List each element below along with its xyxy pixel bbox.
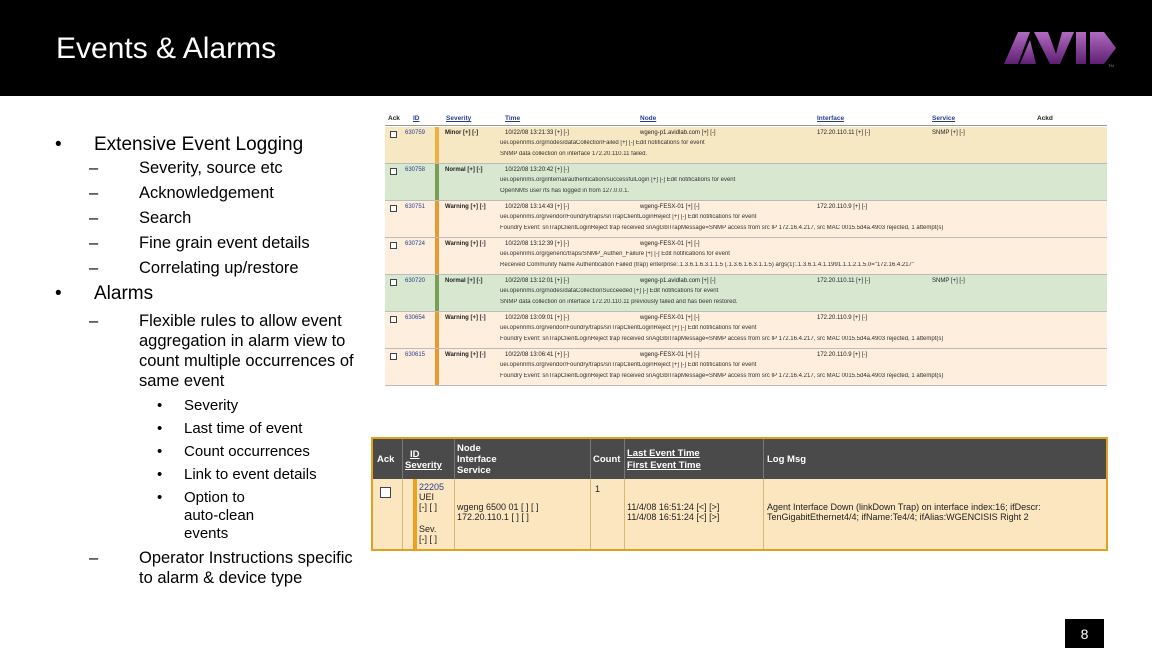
event-id[interactable]: 630724: [405, 241, 426, 247]
event-severity[interactable]: Normal [+] [-]: [445, 167, 483, 173]
sub-bullet-last-time: • Last time of event: [157, 420, 303, 437]
alarm-count: 1: [595, 484, 601, 494]
col-id[interactable]: ID: [413, 115, 420, 122]
event-row: [385, 312, 1107, 349]
event-severity[interactable]: Warning [+] [-]: [445, 241, 486, 247]
event-description: Foundry Event: snTrapClientLoginReject trap received snAgGblTrapMessage=SNMP access from src IP 172.16.4.217, src MAC 0015.5d4a.4903 rejected, 1 attempt(s): [500, 336, 944, 342]
event-service[interactable]: SNMP [+] [-]: [932, 278, 965, 284]
event-description: Received Community Name Authentication Failed (trap) enterprise:.1.3.6.1.6.3.1.1.5 (.1.3.6.1.6.3.1.1.5) args(1):.1.3.6.1.4.1.1991.1.1.2.1.5.0="172.16.4.217": [500, 262, 915, 268]
event-uei[interactable]: uei.opennms.org/internal/authentication/successfulLogin [+] [-] Edit notifications for event: [500, 177, 736, 183]
alarm-last-time[interactable]: 11/4/08 16:51:24 [<] [>]: [627, 502, 720, 512]
alarm-col-count-cell: [591, 439, 625, 479]
event-row: [385, 164, 1107, 201]
events-table-header: [385, 112, 1107, 126]
sub-bullet-auto-clean: • Option to auto-clean events: [157, 489, 255, 542]
event-interface[interactable]: 172.20.110.9 [+] [-]: [817, 204, 868, 210]
event-node[interactable]: wgeng-p1.avidlab.com [+] [-]: [640, 278, 716, 284]
events-table: [385, 112, 1107, 397]
alarm-col-service: Service: [457, 465, 491, 476]
col-ackd: Ackd: [1037, 115, 1053, 122]
alarm-col-log: Log Msg: [767, 454, 807, 465]
col-time[interactable]: Time: [505, 115, 521, 122]
event-uei[interactable]: uei.opennms.org/vendor/Foundry/traps/snTrapClientLoginReject [+] [-] Edit notifications for event: [500, 214, 757, 220]
alarm-col-node: Node: [457, 443, 481, 454]
event-ack-checkbox[interactable]: [390, 168, 397, 175]
event-row: [385, 349, 1107, 386]
alarm-col-last-time[interactable]: Last Event Time: [627, 448, 700, 459]
sub-bullet-link: • Link to event details: [157, 466, 317, 483]
alarm-log-line2: TenGigabitEthernet4/4; ifName:Te4/4; ifAlias:WGENCISIS Right 2: [767, 512, 1029, 522]
event-node[interactable]: wgeng-p1.avidlab.com [+] [-]: [640, 130, 716, 136]
alarm-uei: UEI: [419, 492, 435, 502]
alarm-sev: Sev.: [419, 524, 437, 534]
event-severity-bar: [435, 349, 439, 385]
event-severity[interactable]: Minor [+] [-]: [445, 130, 479, 136]
bullet-alarms: • Alarms: [55, 283, 154, 304]
event-ack-checkbox[interactable]: [390, 131, 397, 138]
event-severity[interactable]: Normal [+] [-]: [445, 278, 483, 284]
alarm-log-cell: [764, 479, 1106, 549]
event-service[interactable]: SNMP [+] [-]: [932, 130, 965, 136]
alarm-count-cell: [591, 479, 625, 549]
event-severity[interactable]: Warning [+] [-]: [445, 315, 486, 321]
alarm-id[interactable]: 22205: [419, 482, 445, 492]
event-severity[interactable]: Warning [+] [-]: [445, 352, 486, 358]
bullet-list: [55, 130, 375, 588]
alarm-col-node-cell: [455, 439, 591, 479]
event-time[interactable]: 10/22/08 13:14:43 [+] [-]: [505, 204, 569, 210]
alarm-first-time[interactable]: 11/4/08 16:51:24 [<] [>]: [627, 512, 720, 522]
alarm-time-cell: [625, 479, 764, 549]
event-ack-checkbox[interactable]: [390, 242, 397, 249]
event-severity-bar: [435, 312, 439, 348]
event-time[interactable]: 10/22/08 13:20:42 [+] [-]: [505, 167, 569, 173]
alarm-col-ack: Ack: [377, 454, 395, 465]
event-node[interactable]: wgeng-FESX-01 [+] [-]: [640, 315, 700, 321]
bullet-severity: – Severity, source etc: [89, 159, 283, 177]
bullet-correlating: – Correlating up/restore: [89, 259, 299, 277]
col-node[interactable]: Node: [640, 115, 657, 122]
alarm-ack-checkbox[interactable]: [380, 487, 391, 498]
event-id[interactable]: 630615: [405, 352, 426, 358]
alarm-table: [371, 437, 1108, 551]
alarm-node[interactable]: wgeng 6500 01 [ ] [ ]: [457, 502, 539, 512]
event-description: SNMP data collection on interface 172.20.110.11 failed.: [500, 151, 648, 157]
event-severity-bar: [435, 275, 439, 311]
event-uei[interactable]: uei.opennms.org/nodes/dataCollectionSucceeded [+] [-] Edit notifications for event: [500, 288, 719, 294]
alarm-col-log-cell: [764, 439, 1106, 479]
event-severity-bar: [435, 238, 439, 274]
event-ack-checkbox[interactable]: [390, 353, 397, 360]
event-uei[interactable]: uei.opennms.org/vendor/Foundry/traps/snTrapClientLoginReject [+] [-] Edit notifications for event: [500, 362, 757, 368]
bullet-details: – Fine grain event details: [89, 234, 310, 252]
event-severity[interactable]: Warning [+] [-]: [445, 204, 486, 210]
alarm-interface[interactable]: 172.20.110.1 [ ] [ ]: [457, 512, 529, 522]
event-uei[interactable]: uei.opennms.org/nodes/dataCollectionFailed [+] [-] Edit notifications for event: [500, 140, 705, 146]
alarm-col-count: Count: [593, 454, 621, 465]
bullet-operator: – Operator Instructions specific to alarm & device type: [89, 549, 353, 587]
sub-bullet-severity: • Severity: [157, 397, 239, 414]
alarm-col-severity[interactable]: Severity: [405, 460, 442, 471]
bullet-logging: • Extensive Event Logging: [55, 134, 304, 155]
event-time[interactable]: 10/22/08 13:09:01 [+] [-]: [505, 315, 569, 321]
event-id[interactable]: 630751: [405, 204, 426, 210]
alarm-node-cell: [455, 479, 591, 549]
slide-header: [0, 0, 1152, 96]
event-id[interactable]: 630759: [405, 130, 426, 136]
event-ack-checkbox[interactable]: [390, 205, 397, 212]
event-ack-checkbox[interactable]: [390, 316, 397, 323]
alarm-col-id-cell: [403, 439, 455, 479]
event-time[interactable]: 10/22/08 13:12:01 [+] [-]: [505, 278, 569, 284]
alarm-col-time-cell: [625, 439, 764, 479]
event-description: OpenNMS user rts has logged in from 127.0.0.1.: [500, 188, 630, 194]
alarm-table-header: [373, 439, 1106, 479]
event-severity-bar: [435, 201, 439, 237]
alarm-col-ack-cell: [373, 439, 403, 479]
event-description: SNMP data collection on interface 172.20.110.11 previously failed and has been restored.: [500, 299, 738, 305]
page-number: 8: [1065, 619, 1104, 648]
alarm-ack-cell: [373, 479, 403, 549]
bullet-ack: – Acknowledgement: [89, 184, 274, 202]
logo-tm: TM: [1108, 63, 1114, 68]
alarm-id-cell: [403, 479, 455, 549]
event-uei[interactable]: uei.opennms.org/vendor/Foundry/traps/snTrapClientLoginReject [+] [-] Edit notifications for event: [500, 325, 757, 331]
event-id[interactable]: 630720: [405, 278, 426, 284]
event-description: Foundry Event: snTrapClientLoginReject trap received snAgGblTrapMessage=SNMP access from src IP 172.16.4.217, src MAC 0015.5d4a.4903 rejected, 1 attempt(s): [500, 225, 944, 231]
event-row: [385, 238, 1107, 275]
sub-bullet-count: • Count occurrences: [157, 443, 310, 460]
event-time[interactable]: 10/22/08 13:12:39 [+] [-]: [505, 241, 569, 247]
col-ack: Ack: [388, 115, 400, 122]
slide-title: Events & Alarms: [56, 32, 277, 65]
alarm-sev-controls[interactable]: [-] [ ]: [419, 534, 437, 544]
event-time[interactable]: 10/22/08 13:21:33 [+] [-]: [505, 130, 569, 136]
event-severity-bar: [435, 127, 439, 163]
alarm-col-interface: Interface: [457, 454, 497, 465]
event-row: [385, 201, 1107, 238]
event-id[interactable]: 630758: [405, 167, 426, 173]
event-uei[interactable]: uei.opennms.org/generic/traps/SNMP_Authen_Failure [+] [-] Edit notifications for event: [500, 251, 730, 257]
event-time[interactable]: 10/22/08 13:06:41 [+] [-]: [505, 352, 569, 358]
event-interface[interactable]: 172.20.110.9 [+] [-]: [817, 352, 868, 358]
event-ack-checkbox[interactable]: [390, 279, 397, 286]
event-node[interactable]: wgeng-FESX-01 [+] [-]: [640, 352, 700, 358]
alarm-col-id[interactable]: ID: [410, 449, 420, 460]
event-description: Foundry Event: snTrapClientLoginReject trap received snAgGblTrapMessage=SNMP access from src IP 172.16.4.217, src MAC 0015.5d4a.4903 rejected, 1 attempt(s): [500, 373, 944, 379]
bullet-search: – Search: [89, 209, 192, 227]
col-service[interactable]: Service: [932, 115, 956, 122]
col-interface[interactable]: Interface: [817, 115, 845, 122]
event-id[interactable]: 630654: [405, 315, 426, 321]
event-row: [385, 127, 1107, 164]
alarm-row: [373, 479, 1106, 549]
event-row: [385, 275, 1107, 312]
event-interface[interactable]: 172.20.110.11 [+] [-]: [817, 130, 870, 136]
event-severity-bar: [435, 164, 439, 200]
avid-logo: [1004, 30, 1116, 68]
event-interface[interactable]: 172.20.110.11 [+] [-]: [817, 278, 870, 284]
bullet-flexible-rules: – Flexible rules to allow event aggregation in alarm view to count multiple occurrences of same event: [89, 312, 354, 390]
alarm-col-first-time[interactable]: First Event Time: [627, 460, 701, 471]
event-interface[interactable]: 172.20.110.9 [+] [-]: [817, 315, 868, 321]
col-severity[interactable]: Severity: [446, 115, 472, 122]
event-node[interactable]: wgeng-FESX-01 [+] [-]: [640, 241, 700, 247]
event-node[interactable]: wgeng-FESX-01 [+] [-]: [640, 204, 700, 210]
alarm-id-controls[interactable]: [-] [ ]: [419, 502, 437, 512]
alarm-log-line1: Agent Interface Down (linkDown Trap) on interface index:16; ifDescr:: [767, 502, 1041, 512]
